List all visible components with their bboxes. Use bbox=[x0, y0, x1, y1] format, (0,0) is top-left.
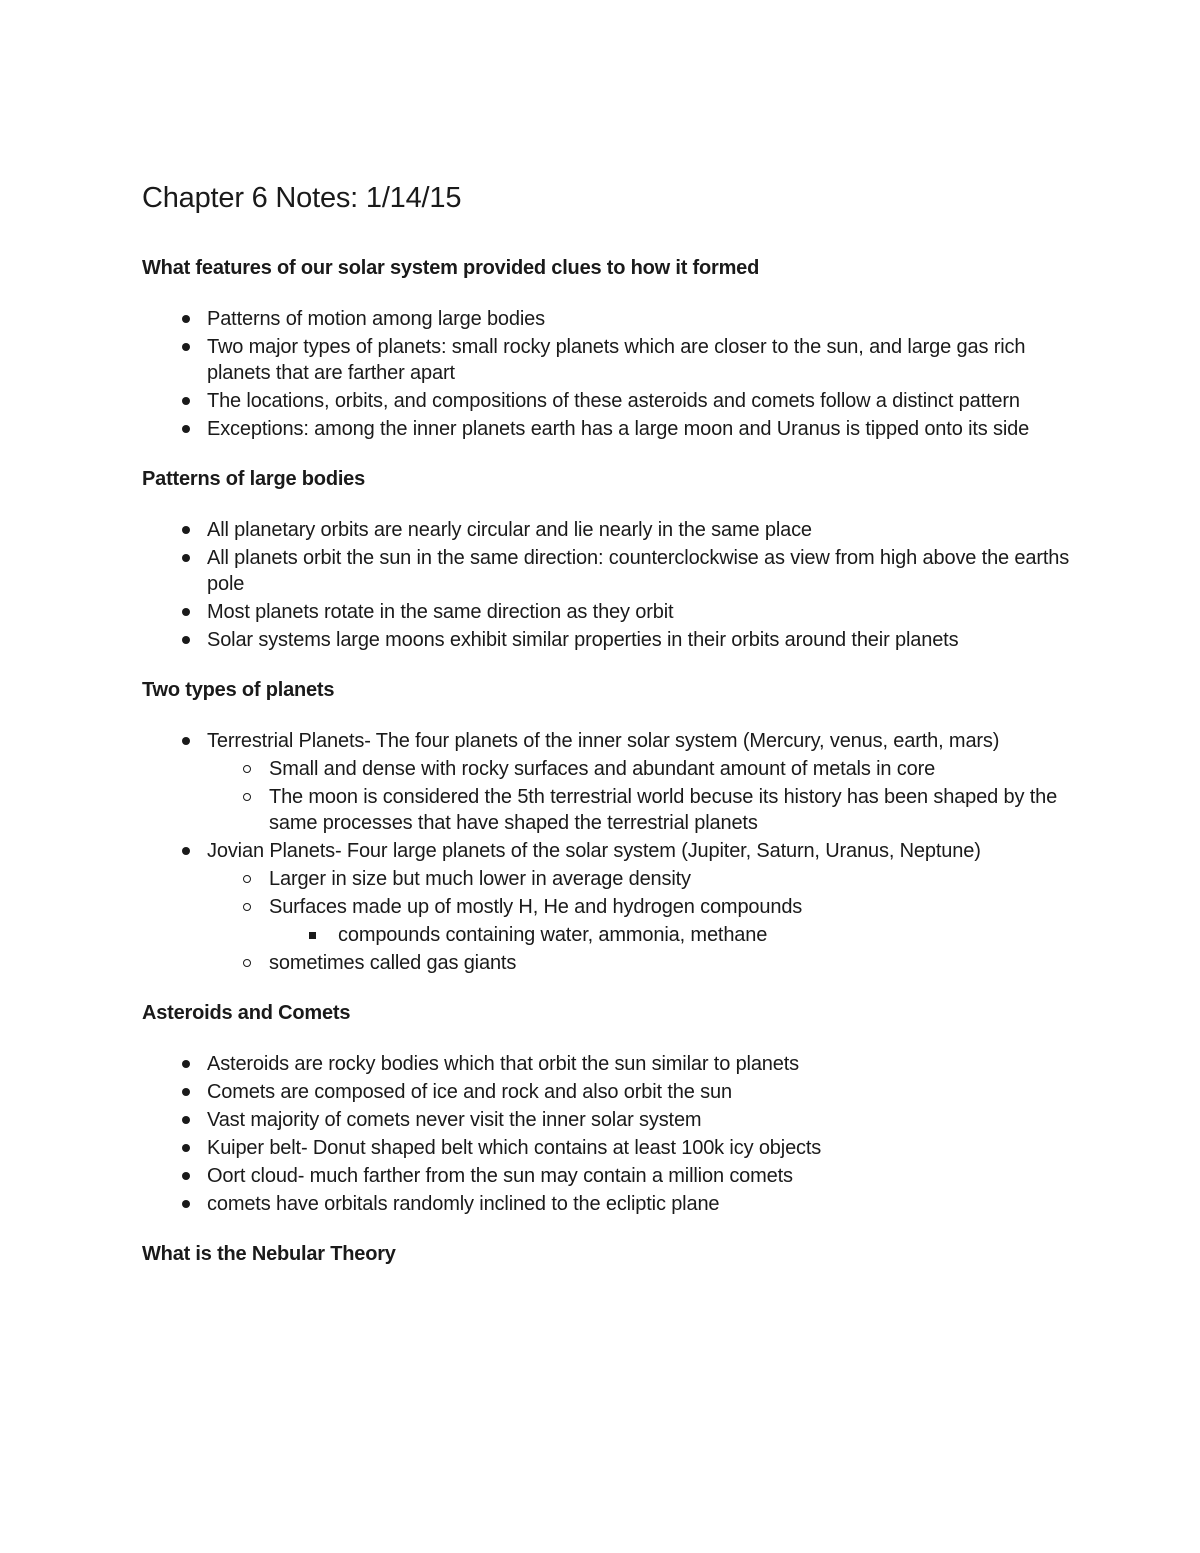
square-bullet-icon bbox=[309, 932, 316, 939]
bullet-icon bbox=[182, 554, 190, 562]
list-item: Asteroids are rocky bodies which that orbit the sun similar to planets bbox=[142, 1051, 1082, 1077]
list-item: Exceptions: among the inner planets earth has a large moon and Uranus is tipped onto its side bbox=[142, 416, 1082, 442]
hollow-bullet-icon bbox=[243, 793, 251, 801]
jovian-sublist-continued bbox=[142, 950, 1082, 976]
list-item: Most planets rotate in the same direction as they orbit bbox=[142, 599, 1082, 625]
document-page bbox=[142, 178, 1082, 1267]
list-item: Oort cloud- much farther from the sun may contain a million comets bbox=[142, 1163, 1082, 1189]
list-item: compounds containing water, ammonia, methane bbox=[142, 922, 1082, 948]
list-item: Larger in size but much lower in average density bbox=[142, 866, 1082, 892]
list-item: comets have orbitals randomly inclined to the ecliptic plane bbox=[142, 1191, 1082, 1217]
list-item: Patterns of motion among large bodies bbox=[142, 306, 1082, 332]
list-item: Solar systems large moons exhibit similar properties in their orbits around their planets bbox=[142, 627, 1082, 653]
bullet-icon bbox=[182, 608, 190, 616]
section-heading-patterns: Patterns of large bodies bbox=[142, 468, 366, 490]
section-heading-asteroids-comets: Asteroids and Comets bbox=[142, 1002, 351, 1024]
page-title: Chapter 6 Notes: 1/14/15 bbox=[142, 182, 462, 214]
planet-types-list-continued bbox=[142, 838, 1082, 864]
list-item: All planetary orbits are nearly circular and lie nearly in the same place bbox=[142, 517, 1082, 543]
compounds-sublist bbox=[142, 922, 1082, 948]
bullet-icon bbox=[182, 1144, 190, 1152]
hollow-bullet-icon bbox=[243, 903, 251, 911]
bullet-icon bbox=[182, 1088, 190, 1096]
list-item: The locations, orbits, and compositions of these asteroids and comets follow a distinct pattern bbox=[142, 388, 1082, 414]
bullet-icon bbox=[182, 343, 190, 351]
list-item: Comets are composed of ice and rock and also orbit the sun bbox=[142, 1079, 1082, 1105]
list-item: Surfaces made up of mostly H, He and hydrogen compounds bbox=[142, 894, 1082, 920]
bullet-icon bbox=[182, 1200, 190, 1208]
list-item: The moon is considered the 5th terrestrial world becuse its history has been shaped by the same processes that have shaped the terrestrial planets bbox=[142, 784, 1082, 836]
bullet-icon bbox=[182, 1060, 190, 1068]
list-item: Small and dense with rocky surfaces and abundant amount of metals in core bbox=[142, 756, 1082, 782]
hollow-bullet-icon bbox=[243, 875, 251, 883]
bullet-icon bbox=[182, 737, 190, 745]
list-item: Two major types of planets: small rocky planets which are closer to the sun, and large gas rich planets that are farther apart bbox=[142, 334, 1082, 386]
list-item: Jovian Planets- Four large planets of the solar system (Jupiter, Saturn, Uranus, Neptune) bbox=[142, 838, 1082, 864]
bullet-icon bbox=[182, 397, 190, 405]
list-item: All planets orbit the sun in the same direction: counterclockwise as view from high above the earths pole bbox=[142, 545, 1082, 597]
jovian-sublist bbox=[142, 866, 1082, 920]
section-heading-nebular-theory: What is the Nebular Theory bbox=[142, 1243, 396, 1265]
bullet-icon bbox=[182, 1172, 190, 1180]
bullet-icon bbox=[182, 847, 190, 855]
bullet-icon bbox=[182, 526, 190, 534]
hollow-bullet-icon bbox=[243, 765, 251, 773]
bullet-icon bbox=[182, 1116, 190, 1124]
asteroids-comets-list bbox=[142, 1051, 1082, 1217]
terrestrial-sublist bbox=[142, 756, 1082, 836]
list-item: Kuiper belt- Donut shaped belt which contains at least 100k icy objects bbox=[142, 1135, 1082, 1161]
hollow-bullet-icon bbox=[243, 959, 251, 967]
list-item: sometimes called gas giants bbox=[142, 950, 1082, 976]
list-item: Terrestrial Planets- The four planets of the inner solar system (Mercury, venus, earth, mars) bbox=[142, 728, 1082, 754]
list-item: Vast majority of comets never visit the inner solar system bbox=[142, 1107, 1082, 1133]
section-heading-formation-clues: What features of our solar system provided clues to how it formed bbox=[142, 257, 760, 279]
bullet-icon bbox=[182, 425, 190, 433]
bullet-icon bbox=[182, 636, 190, 644]
section-heading-planet-types: Two types of planets bbox=[142, 679, 335, 701]
bullet-icon bbox=[182, 315, 190, 323]
patterns-list bbox=[142, 517, 1082, 653]
planet-types-list bbox=[142, 728, 1082, 754]
formation-clues-list bbox=[142, 306, 1082, 442]
